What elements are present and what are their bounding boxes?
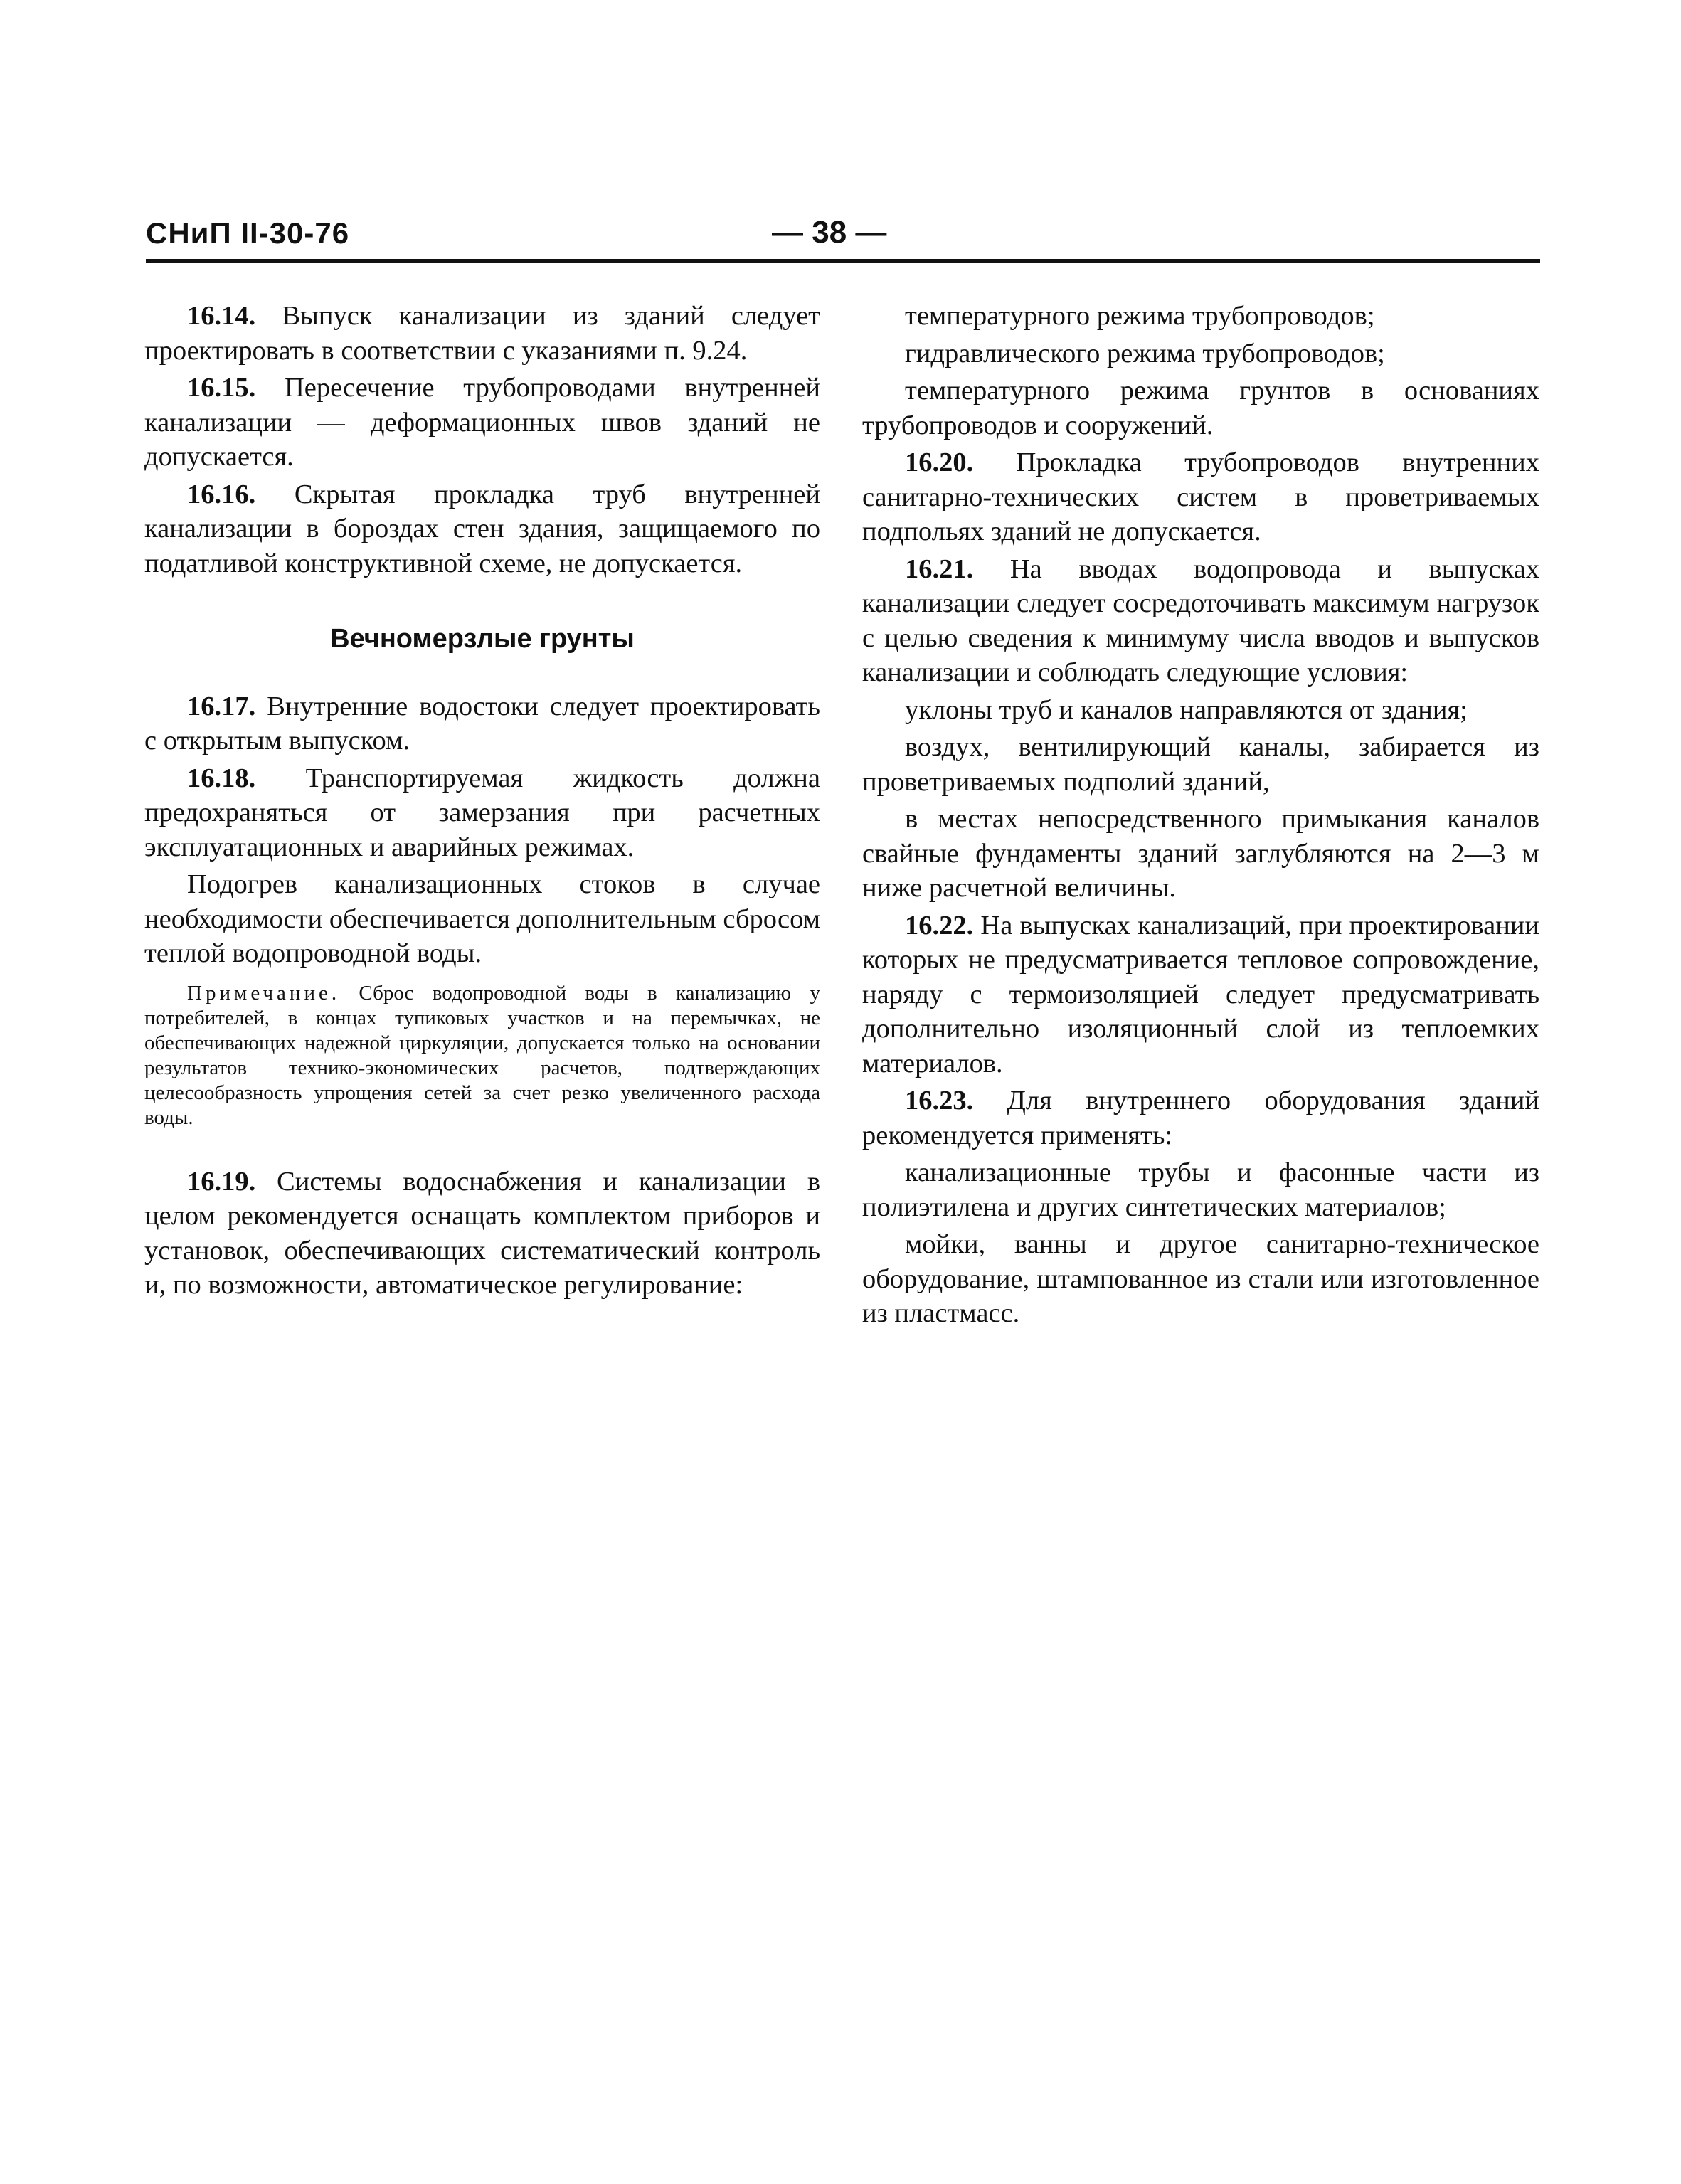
list-item: температурного режима трубопроводов;: [905, 301, 1375, 331]
clause-text: Для внутреннего оборудования зданий рекомендуется применять:: [862, 1086, 1539, 1150]
clause-text: На вводах водопровода и выпусках канализации следует сосредоточивать максимум нагрузок с целью сведения к минимуму числа вводов и выпусков канализации и соблюдать следующие условия:: [862, 553, 1540, 687]
list-item: гидравлического режима трубопроводов;: [905, 338, 1385, 369]
list-item: канализационные трубы и фасонные части из полиэтилена и других синтетических материалов;: [862, 1157, 1539, 1222]
right-column: [862, 299, 1539, 1334]
list-item: уклоны труб и каналов направляются от здания;: [905, 694, 1468, 725]
clause-text: Транспортируемая жидкость должна предохраняться от замерзания при расчетных эксплуатационных и аварийных режимах.: [144, 763, 820, 862]
clause-16-21: [862, 552, 1539, 690]
list-item: температурного режима грунтов в основаниях трубопроводов и сооружений.: [862, 376, 1539, 440]
clause-16-16: [144, 477, 820, 581]
clause-text: На выпусках канализаций, при проектировании которых не предусматривается тепловое сопровождение, наряду с термоизоляцией следует предусматривать дополнительно изоляционный слой из теплоемких материалов.: [862, 910, 1540, 1078]
list-item: мойки, ванны и другое санитарно-техническое оборудование, штампованное из стали или изготовленное из пластмасс.: [862, 1229, 1539, 1328]
page-header: [146, 213, 1540, 263]
clause-16-18-continuation: Подогрев канализационных стоков в случае необходимости обеспечивается дополнительным сбросом теплой водопроводной воды.: [144, 869, 820, 968]
clause-number: 16.17.: [187, 691, 256, 721]
clause-number: 16.21.: [905, 553, 974, 584]
clause-number: 16.22.: [905, 910, 974, 940]
clause-16-23: [862, 1083, 1539, 1152]
clause-text: Выпуск канализации из зданий следует проектировать в соответствии с указаниями п. 9.24.: [144, 301, 820, 366]
clause-16-19: [144, 1165, 820, 1303]
clause-number: 16.18.: [187, 763, 256, 793]
clause-text: Системы водоснабжения и канализации в целом рекомендуется оснащать комплектом приборов и установок, обеспечивающих систематический контроль и, по возможности, автоматическое регулирование:: [144, 1166, 821, 1300]
document-code: СНиП II-30-76: [146, 216, 350, 250]
clause-text: Скрытая прокладка труб внутренней канализации в бороздах стен здания, защищаемого по податливой конструктивной схеме, не допускается.: [144, 479, 820, 578]
note: [144, 981, 820, 1130]
clause-number: 16.15.: [187, 373, 256, 403]
section-heading: Вечномерзлые грунты: [330, 624, 635, 654]
clause-16-15: [144, 371, 820, 475]
clause-text: Прокладка трубопроводов внутренних санитарно-технических систем в проветриваемых подпольях зданий не допускается.: [862, 447, 1539, 546]
clause-16-20: [862, 445, 1539, 549]
clause-number: 16.23.: [905, 1086, 974, 1115]
list-item: в местах непосредственного примыкания каналов свайные фундаменты зданий заглубляются на 2—3 м ниже расчетной величины.: [862, 804, 1539, 903]
note-label: Примечание.: [187, 981, 341, 1004]
clause-text: Пересечение трубопроводами внутренней канализации — деформационных швов зданий не допускается.: [144, 373, 821, 472]
note-text: Сброс водопроводной воды в канализацию у потребителей, в концах тупиковых участков и на перемычках, не обеспечивающих надежной циркуляции, допускается только на основании результатов технико-экономических расчетов, подтверждающих целесообразность упрощения сетей за счет резко увеличенного расхода воды.: [144, 981, 820, 1129]
clause-16-17: [144, 689, 820, 758]
left-column: [144, 299, 820, 1305]
list-item: воздух, вентилирующий каналы, забирается из проветриваемых подполий зданий,: [862, 732, 1539, 797]
clause-number: 16.19.: [187, 1166, 256, 1197]
clause-number: 16.16.: [187, 479, 256, 509]
clause-16-22: [862, 908, 1539, 1081]
clause-text: Внутренние водостоки следует проектировать с открытым выпуском.: [144, 691, 820, 756]
clause-16-14: [144, 299, 820, 368]
clause-number: 16.14.: [187, 301, 256, 331]
page-number: — 38 —: [772, 215, 887, 250]
clause-number: 16.20.: [905, 447, 974, 477]
header-rule: [146, 259, 1540, 263]
clause-16-18: [144, 761, 820, 865]
